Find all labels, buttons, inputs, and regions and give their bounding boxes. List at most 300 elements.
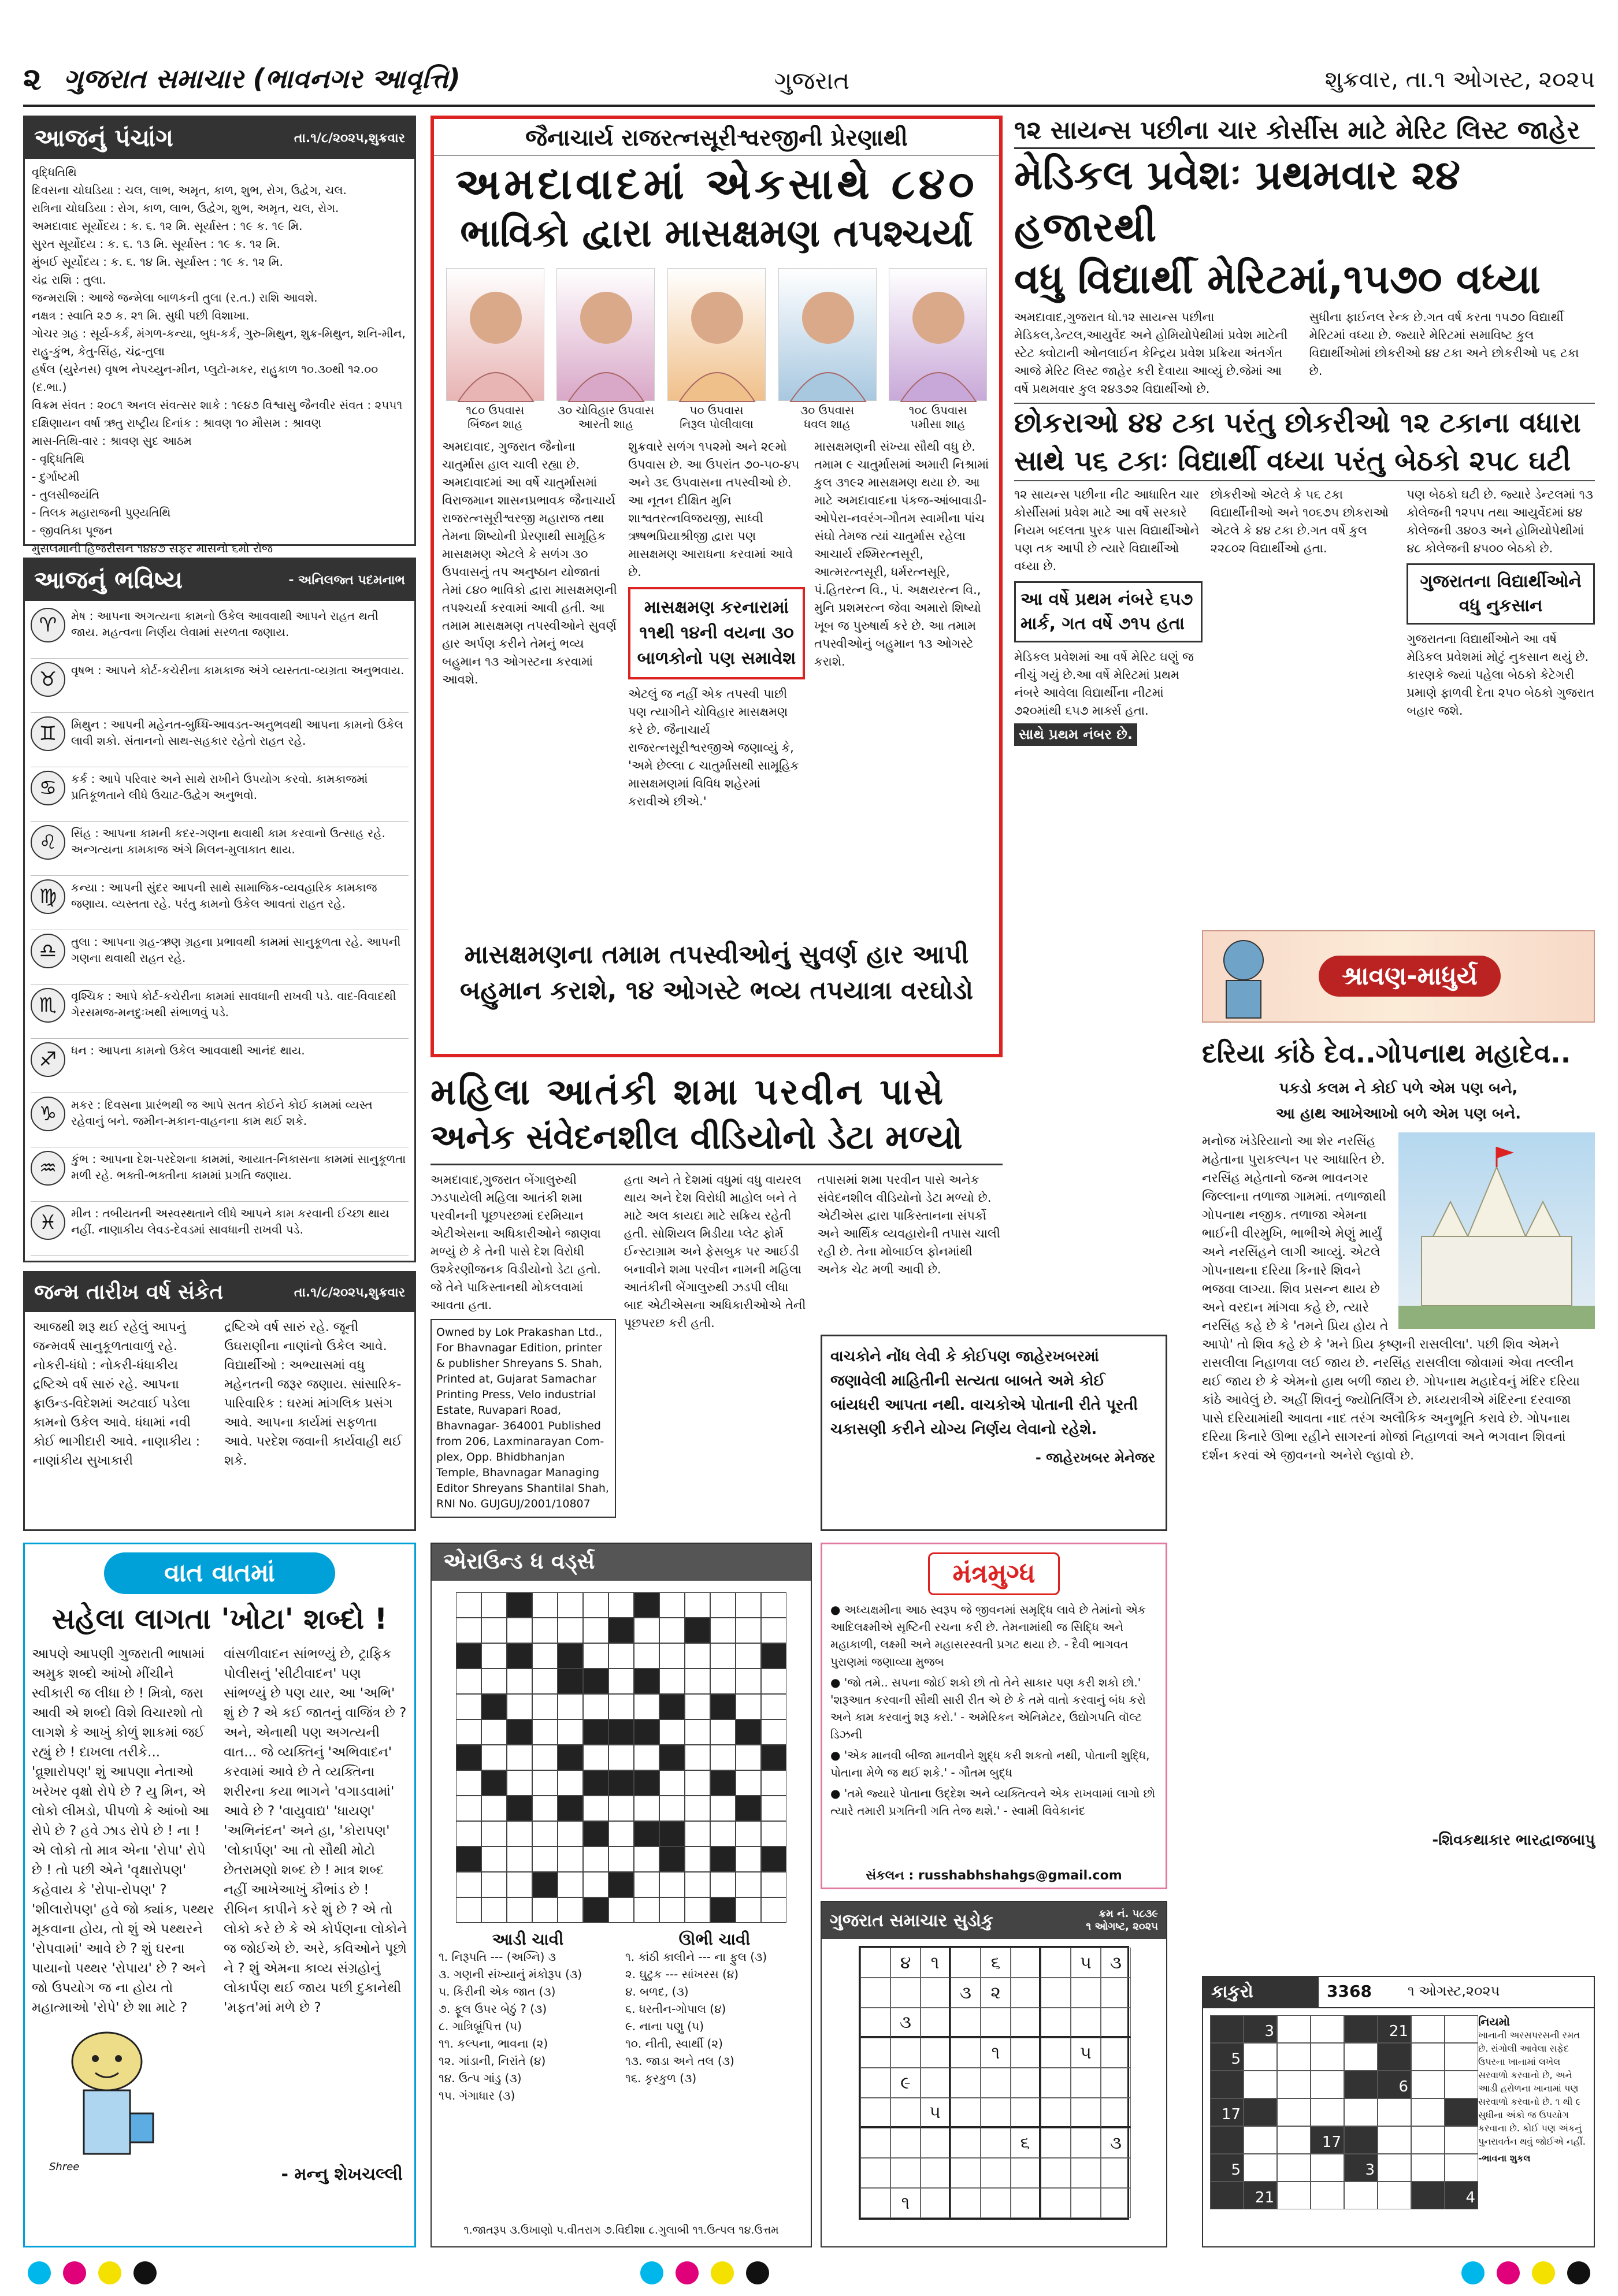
sudoku-cell[interactable] xyxy=(1071,2158,1101,2188)
horoscope-row xyxy=(31,767,409,822)
kakuro-entry-cell[interactable] xyxy=(1445,2126,1478,2154)
sudoku-cell[interactable] xyxy=(1101,2008,1131,2038)
sudoku-cell[interactable] xyxy=(921,2158,951,2188)
crossword-cell[interactable] xyxy=(634,1592,659,1618)
sudoku-cell[interactable]: ૩ xyxy=(890,2008,921,2038)
crossword-cell[interactable] xyxy=(659,1872,685,1897)
crossword-cell[interactable] xyxy=(634,1745,659,1770)
kakuro-entry-cell[interactable] xyxy=(1445,2043,1478,2071)
crossword-cell[interactable] xyxy=(558,1643,583,1669)
kakuro-entry-cell[interactable] xyxy=(1378,2182,1411,2209)
crossword-cell[interactable] xyxy=(532,1796,558,1821)
crossword-cell[interactable] xyxy=(507,1694,532,1719)
crossword-cell[interactable] xyxy=(685,1897,710,1923)
sudoku-cell[interactable]: ૩ xyxy=(951,1978,981,2008)
sudoku-cell[interactable] xyxy=(860,2098,890,2128)
crossword-cell[interactable] xyxy=(761,1694,786,1719)
crossword-cell[interactable] xyxy=(608,1694,634,1719)
crossword-cell[interactable] xyxy=(761,1796,786,1821)
crossword-cell[interactable] xyxy=(659,1719,685,1745)
crossword-cell[interactable] xyxy=(761,1643,786,1669)
sudoku-cell[interactable] xyxy=(951,2128,981,2158)
sudoku-cell[interactable] xyxy=(981,2068,1011,2098)
crossword-cell[interactable] xyxy=(558,1897,583,1923)
sudoku-cell[interactable]: ૧ xyxy=(981,2038,1011,2068)
crossword-cell[interactable] xyxy=(507,1745,532,1770)
sudoku-cell[interactable]: ૬ xyxy=(981,1948,1011,1978)
sudoku-cell[interactable]: ૫ xyxy=(1071,1948,1101,1978)
crossword-cell[interactable] xyxy=(685,1694,710,1719)
crossword-cell[interactable] xyxy=(634,1821,659,1847)
crossword-cell[interactable] xyxy=(583,1821,608,1847)
crossword-cell[interactable] xyxy=(736,1872,761,1897)
crossword-cell[interactable] xyxy=(558,1592,583,1618)
sudoku-cell[interactable] xyxy=(1011,1978,1041,2008)
crossword-cell[interactable] xyxy=(659,1669,685,1694)
crossword-cell[interactable] xyxy=(710,1694,736,1719)
sudoku-cell[interactable] xyxy=(1011,2068,1041,2098)
kakuro-clue-cell: 17 xyxy=(1210,2098,1244,2126)
crossword-cell[interactable] xyxy=(608,1669,634,1694)
kakuro-entry-cell[interactable] xyxy=(1244,2043,1277,2071)
kakuro-entry-cell[interactable] xyxy=(1344,2098,1378,2126)
crossword-cell[interactable] xyxy=(507,1821,532,1847)
shiva-icon xyxy=(1209,934,1278,1021)
shravan-verse-2: આ હાથ આખેઆખો બળે એમ પણ બને. xyxy=(1275,1105,1521,1123)
sudoku-cell[interactable]: ૫ xyxy=(921,2098,951,2128)
crossword-cell[interactable] xyxy=(659,1592,685,1618)
sudoku-cell[interactable]: ૧ xyxy=(921,1948,951,1978)
horoscope-row xyxy=(31,659,409,713)
sudoku-cell[interactable] xyxy=(981,2008,1011,2038)
crossword-cell[interactable] xyxy=(761,1770,786,1796)
crossword-cell[interactable] xyxy=(558,1872,583,1897)
kakuro-entry-cell[interactable] xyxy=(1411,2043,1445,2071)
kakuro-entry-cell[interactable] xyxy=(1277,2043,1311,2071)
jain-box-line-1: માસક્ષમણ કરનારામાં xyxy=(644,597,789,618)
portrait-silhouette xyxy=(779,269,877,402)
crossword-cell[interactable] xyxy=(583,1669,608,1694)
kakuro-entry-cell[interactable] xyxy=(1277,2015,1311,2043)
sudoku-cell[interactable] xyxy=(860,2068,890,2098)
crossword-cell[interactable] xyxy=(481,1694,507,1719)
sudoku-cell[interactable] xyxy=(1011,1948,1041,1978)
sudoku-cell[interactable]: ૪ xyxy=(890,1948,921,1978)
crossword-cell[interactable] xyxy=(558,1618,583,1643)
sudoku-cell[interactable] xyxy=(1011,2038,1041,2068)
crossword-cell[interactable] xyxy=(685,1719,710,1745)
crossword-cell[interactable] xyxy=(659,1897,685,1923)
zodiac-icon: ♎ xyxy=(31,934,65,968)
crossword-cell[interactable] xyxy=(659,1694,685,1719)
crossword-cell[interactable] xyxy=(608,1618,634,1643)
crossword-cell[interactable] xyxy=(685,1770,710,1796)
crossword-cell[interactable] xyxy=(761,1872,786,1897)
crossword-cell[interactable] xyxy=(659,1643,685,1669)
kakuro-entry-cell[interactable] xyxy=(1311,2015,1344,2043)
sudoku-cell[interactable] xyxy=(1041,2008,1071,2038)
shravan-body: મનોજ ખંડેરિયાનો આ શેર નરસિંહ મહેતાના પુરાકલ્પન પર આધારિત છે. નરસિંહ મહેતાનો જન્મ ભાવનગર જિલ્લાના તળાજા ગામમાં. તળાજાથી ગોપનાથ નજીક. તળાજા એમના ભાઈની વીરમુખિ, ભાભીએ મેણું માર્યું અને નરસિંહને લાગી આવ્યું. એટલે ગોપનાથના દરિયા કિનારે શિવને ભજવા લાગ્યા. શિવ પ્રસન્ન થાય છે અને વરદાન માંગવા કહે છે, ત્યારે નરસિંહ કહે છે કે 'તમને પ્રિય હોય તે આપો' તો શિવ કહે છે કે 'મને પ્રિય કૃષ્ણની રાસલીલા'. પછી શિવ એમને રાસલીલા નિહાળવા લઈ જાય છે. નરસિંહ રાસલીલા જોવામાં એવા તલ્લીન થઈ જાય છે કે એમનો હાથ બળી જાય છે. ગોપનાથ મહાદેવનું મંદિર દરિયા કાંઠે આવેલું છે. અહીં શિવનું જ્યોતિર્લિંગ છે. મધ્યરાત્રીએ મંદિરના દરવાજા પાસે દરિયામાંથી આવતા નાદ તરંગ અલૌકિક અનુભૂતિ કરાવે છે. ગોપનાથ દરિયા કિનારે ઊભા રહીને સાગરનાં મોજાં નિહાળવાં અને ભગવાન શિવનાં દર્શન કરવાં એ જીવનનો અનેરો લ્હાવો છે. xyxy=(1202,1134,1580,1463)
crossword-cell[interactable] xyxy=(710,1821,736,1847)
crossword-cell[interactable] xyxy=(456,1745,481,1770)
crossword-cell[interactable] xyxy=(634,1872,659,1897)
sudoku-cell[interactable] xyxy=(1071,2098,1101,2128)
crossword-cell[interactable] xyxy=(532,1618,558,1643)
crossword-cell[interactable] xyxy=(456,1592,481,1618)
crossword-cell[interactable] xyxy=(736,1897,761,1923)
crossword-cell[interactable] xyxy=(481,1643,507,1669)
kakuro-entry-cell[interactable] xyxy=(1445,2015,1478,2043)
crossword-cell[interactable] xyxy=(736,1643,761,1669)
kakuro-clue-cell: 3 xyxy=(1244,2015,1277,2043)
crossword-cell[interactable] xyxy=(456,1719,481,1745)
crossword-cell[interactable] xyxy=(761,1745,786,1770)
crossword-cell[interactable] xyxy=(710,1796,736,1821)
kakuro-entry-cell[interactable] xyxy=(1411,2126,1445,2154)
crossword-cell[interactable] xyxy=(710,1618,736,1643)
crossword-cell[interactable] xyxy=(608,1643,634,1669)
horoscope-text: ધન : આપના કામનો ઉકેલ આવવાથી આનંદ થાય. xyxy=(71,1043,305,1057)
sudoku-cell[interactable] xyxy=(890,1978,921,2008)
crossword-cell[interactable] xyxy=(608,1821,634,1847)
crossword-cell[interactable] xyxy=(558,1770,583,1796)
crossword-cell[interactable] xyxy=(685,1821,710,1847)
crossword-cell[interactable] xyxy=(456,1643,481,1669)
crossword-cell[interactable] xyxy=(761,1592,786,1618)
crossword-cell[interactable] xyxy=(456,1796,481,1821)
crossword-cell[interactable] xyxy=(532,1897,558,1923)
crossword-cell[interactable] xyxy=(634,1669,659,1694)
notice-text: વાચકોને નોંધ લેવી કે કોઈપણ જાહેરખબરમાં જણાવેલી માહિતીની સત્યતા બાબતે અમે કોઈ બાંયધરી આપતા નથી. વાચકોએ પોતાની રીતે પૂરતી ચકાસણી કરીને યોગ્ય નિર્ણય લેવાનો રહેશે. xyxy=(830,1348,1138,1438)
sudoku-cell[interactable] xyxy=(860,2128,890,2158)
birth-year-title: જન્મ તારીખ વર્ષ સંકેત xyxy=(34,1280,224,1304)
sudoku-cell[interactable] xyxy=(860,2158,890,2188)
crossword-cell[interactable] xyxy=(736,1719,761,1745)
sudoku-cell[interactable] xyxy=(1101,2068,1131,2098)
kakuro-entry-cell[interactable] xyxy=(1277,2126,1311,2154)
sudoku-cell[interactable] xyxy=(890,2098,921,2128)
crossword-cell[interactable] xyxy=(634,1694,659,1719)
crossword-cell[interactable] xyxy=(634,1770,659,1796)
crossword-cell[interactable] xyxy=(481,1719,507,1745)
crossword-cell[interactable] xyxy=(710,1643,736,1669)
sudoku-cell[interactable]: ૩ xyxy=(1101,2128,1131,2158)
crossword-cell[interactable] xyxy=(532,1669,558,1694)
sudoku-cell[interactable] xyxy=(1101,2158,1131,2188)
crossword-cell[interactable] xyxy=(532,1719,558,1745)
crossword-cell[interactable] xyxy=(532,1592,558,1618)
crossword-cell[interactable] xyxy=(481,1592,507,1618)
crossword-cell[interactable] xyxy=(456,1694,481,1719)
crossword-cell[interactable] xyxy=(634,1618,659,1643)
crossword-cell[interactable] xyxy=(481,1770,507,1796)
kakuro-entry-cell[interactable] xyxy=(1411,2154,1445,2182)
crossword-cell[interactable] xyxy=(761,1897,786,1923)
crossword-cell[interactable] xyxy=(583,1592,608,1618)
crossword-cell[interactable] xyxy=(583,1770,608,1796)
kakuro-entry-cell[interactable] xyxy=(1277,2182,1311,2209)
sudoku-cell[interactable]: ૫ xyxy=(1071,2038,1101,2068)
sudoku-cell[interactable] xyxy=(1101,2188,1131,2218)
crossword-cell[interactable] xyxy=(456,1821,481,1847)
sudoku-cell[interactable] xyxy=(860,2008,890,2038)
kakuro-entry-cell[interactable] xyxy=(1411,2098,1445,2126)
crossword-cell[interactable] xyxy=(481,1847,507,1872)
sudoku-cell[interactable] xyxy=(1041,2068,1071,2098)
crossword-cell[interactable] xyxy=(659,1821,685,1847)
crossword-cell[interactable] xyxy=(685,1643,710,1669)
sudoku-cell[interactable] xyxy=(890,2038,921,2068)
yellow-dot-2 xyxy=(711,2261,734,2284)
crossword-cell[interactable] xyxy=(507,1897,532,1923)
crossword-cell[interactable] xyxy=(583,1643,608,1669)
crossword-cell[interactable] xyxy=(532,1821,558,1847)
crossword-cell[interactable] xyxy=(634,1643,659,1669)
crossword-cell[interactable] xyxy=(736,1821,761,1847)
sudoku-cell[interactable]: ૯ xyxy=(890,2068,921,2098)
crossword-cell[interactable] xyxy=(558,1719,583,1745)
sudoku-cell[interactable] xyxy=(951,2038,981,2068)
sudoku-cell[interactable] xyxy=(860,2188,890,2218)
crossword-cell[interactable] xyxy=(507,1796,532,1821)
crossword-cell[interactable] xyxy=(532,1847,558,1872)
kakuro-entry-cell[interactable] xyxy=(1244,2126,1277,2154)
crossword-cell[interactable] xyxy=(736,1592,761,1618)
crossword-cell[interactable] xyxy=(583,1745,608,1770)
sudoku-cell[interactable] xyxy=(1041,1978,1071,2008)
kakuro-entry-cell[interactable] xyxy=(1277,2154,1311,2182)
sudoku-cell[interactable] xyxy=(951,2098,981,2128)
kakuro-entry-cell[interactable] xyxy=(1344,2043,1378,2071)
crossword-cell[interactable] xyxy=(507,1618,532,1643)
kakuro-entry-cell[interactable] xyxy=(1277,2071,1311,2098)
sudoku-cell[interactable] xyxy=(890,2158,921,2188)
sudoku-cell[interactable] xyxy=(1011,2188,1041,2218)
crossword-cell[interactable] xyxy=(685,1618,710,1643)
crossword-cell[interactable] xyxy=(507,1847,532,1872)
kakuro-entry-cell[interactable] xyxy=(1277,2098,1311,2126)
crossword-cell[interactable] xyxy=(685,1745,710,1770)
sudoku-cell[interactable] xyxy=(1101,1978,1131,2008)
crossword-cell[interactable] xyxy=(481,1897,507,1923)
crossword-cell[interactable] xyxy=(736,1745,761,1770)
sudoku-cell[interactable] xyxy=(951,1948,981,1978)
sudoku-cell[interactable] xyxy=(860,1948,890,1978)
kakuro-entry-cell[interactable] xyxy=(1311,2182,1344,2209)
crossword-cell[interactable] xyxy=(634,1847,659,1872)
crossword-cell[interactable] xyxy=(659,1618,685,1643)
crossword-cell[interactable] xyxy=(507,1719,532,1745)
crossword-cell[interactable] xyxy=(608,1592,634,1618)
kakuro-entry-cell[interactable] xyxy=(1344,2182,1378,2209)
crossword-cell[interactable] xyxy=(761,1847,786,1872)
sudoku-cell[interactable] xyxy=(860,2038,890,2068)
crossword-cell[interactable] xyxy=(736,1796,761,1821)
crossword-cell[interactable] xyxy=(583,1796,608,1821)
crossword-cell[interactable] xyxy=(710,1770,736,1796)
crossword-cell[interactable] xyxy=(608,1770,634,1796)
sudoku-cell[interactable] xyxy=(921,2068,951,2098)
sudoku-cell[interactable] xyxy=(1071,2188,1101,2218)
sudoku-cell[interactable] xyxy=(921,2188,951,2218)
kakuro-entry-cell[interactable] xyxy=(1445,2071,1478,2098)
crossword-cell[interactable] xyxy=(736,1847,761,1872)
crossword-cell[interactable] xyxy=(685,1847,710,1872)
crossword-cell[interactable] xyxy=(761,1669,786,1694)
crossword-cell[interactable] xyxy=(583,1897,608,1923)
crossword-cell[interactable] xyxy=(710,1872,736,1897)
crossword-cell[interactable] xyxy=(532,1770,558,1796)
crossword-cell[interactable] xyxy=(710,1897,736,1923)
crossword-cell[interactable] xyxy=(634,1719,659,1745)
crossword-cell[interactable] xyxy=(558,1669,583,1694)
crossword-cell[interactable] xyxy=(481,1618,507,1643)
crossword-cell[interactable] xyxy=(659,1796,685,1821)
sudoku-cell[interactable] xyxy=(1101,2098,1131,2128)
sudoku-cell[interactable] xyxy=(921,2008,951,2038)
sudoku-cell[interactable] xyxy=(1041,2098,1071,2128)
crossword-cell[interactable] xyxy=(736,1669,761,1694)
kakuro-entry-cell[interactable] xyxy=(1311,2098,1344,2126)
kakuro-entry-cell[interactable] xyxy=(1411,2071,1445,2098)
crossword-cell[interactable] xyxy=(761,1618,786,1643)
sudoku-cell[interactable] xyxy=(1011,2008,1041,2038)
crossword-cell[interactable] xyxy=(761,1821,786,1847)
sudoku-cell[interactable] xyxy=(1041,2128,1071,2158)
sudoku-cell[interactable] xyxy=(1071,1978,1101,2008)
crossword-cell[interactable] xyxy=(583,1694,608,1719)
crossword-cell[interactable] xyxy=(761,1719,786,1745)
sudoku-cell[interactable] xyxy=(1041,2158,1071,2188)
crossword-cell[interactable] xyxy=(583,1847,608,1872)
crossword-cell[interactable] xyxy=(583,1872,608,1897)
crossword-cell[interactable] xyxy=(558,1745,583,1770)
crossword-cell[interactable] xyxy=(583,1719,608,1745)
crossword-cell[interactable] xyxy=(507,1669,532,1694)
crossword-cell[interactable] xyxy=(608,1719,634,1745)
sudoku-cell[interactable] xyxy=(951,2158,981,2188)
crossword-cell[interactable] xyxy=(481,1745,507,1770)
crossword-cell[interactable] xyxy=(456,1770,481,1796)
crossword-cell[interactable] xyxy=(532,1643,558,1669)
kakuro-entry-cell[interactable] xyxy=(1411,2015,1445,2043)
crossword-cell[interactable] xyxy=(710,1847,736,1872)
sudoku-cell[interactable] xyxy=(981,2128,1011,2158)
crossword-cell[interactable] xyxy=(685,1592,710,1618)
kakuro-entry-cell[interactable] xyxy=(1445,2154,1478,2182)
crossword-cell[interactable] xyxy=(583,1618,608,1643)
crossword-cell[interactable] xyxy=(659,1770,685,1796)
crossword-cell[interactable] xyxy=(659,1847,685,1872)
crossword-cell[interactable] xyxy=(685,1796,710,1821)
crossword-cell[interactable] xyxy=(710,1719,736,1745)
crossword-cell[interactable] xyxy=(736,1618,761,1643)
kakuro-entry-cell[interactable] xyxy=(1378,2154,1411,2182)
sudoku-cell[interactable] xyxy=(1011,2158,1041,2188)
crossword-cell[interactable] xyxy=(558,1821,583,1847)
sudoku-cell[interactable]: ૨ xyxy=(981,1978,1011,2008)
crossword-cell[interactable] xyxy=(507,1770,532,1796)
sudoku-date: ૧ ઓગષ્ટ, ૨૦૨૫ xyxy=(1086,1920,1158,1933)
crossword-cell[interactable] xyxy=(685,1872,710,1897)
sudoku-cell[interactable] xyxy=(1011,2098,1041,2128)
crossword-cell[interactable] xyxy=(608,1745,634,1770)
crossword-cell[interactable] xyxy=(608,1796,634,1821)
sudoku-cell[interactable] xyxy=(951,2008,981,2038)
crossword-cell[interactable] xyxy=(481,1669,507,1694)
crossword-cell[interactable] xyxy=(558,1796,583,1821)
sudoku-cell[interactable] xyxy=(951,2188,981,2218)
kakuro-entry-cell[interactable] xyxy=(1244,2071,1277,2098)
crossword-cell[interactable] xyxy=(481,1872,507,1897)
crossword-cell[interactable] xyxy=(481,1796,507,1821)
sudoku-cell[interactable] xyxy=(1041,2038,1071,2068)
sudoku-cell[interactable] xyxy=(1071,2068,1101,2098)
crossword-cell[interactable] xyxy=(736,1694,761,1719)
sudoku-cell[interactable] xyxy=(921,2038,951,2068)
crossword-cell[interactable] xyxy=(456,1872,481,1897)
crossword-cell[interactable] xyxy=(456,1847,481,1872)
crossword-cell[interactable] xyxy=(456,1669,481,1694)
sudoku-cell[interactable] xyxy=(981,2188,1011,2218)
crossword-cell[interactable] xyxy=(608,1897,634,1923)
crossword-cell[interactable] xyxy=(710,1745,736,1770)
sudoku-cell[interactable] xyxy=(921,1978,951,2008)
sudoku-cell[interactable] xyxy=(1071,2008,1101,2038)
crossword-cell[interactable] xyxy=(710,1669,736,1694)
sudoku-cell[interactable]: ૬ xyxy=(1011,2128,1041,2158)
crossword-cell[interactable] xyxy=(481,1821,507,1847)
crossword-cell[interactable] xyxy=(634,1897,659,1923)
crossword-cell[interactable] xyxy=(608,1872,634,1897)
sudoku-cell[interactable] xyxy=(860,1978,890,2008)
sudoku-cell[interactable] xyxy=(1041,1948,1071,1978)
sudoku-cell[interactable] xyxy=(1101,2038,1131,2068)
crossword-cell[interactable] xyxy=(456,1897,481,1923)
kakuro-entry-cell[interactable] xyxy=(1244,2154,1277,2182)
crossword-cell[interactable] xyxy=(685,1669,710,1694)
crossword-cell[interactable] xyxy=(736,1770,761,1796)
kakuro-entry-cell[interactable] xyxy=(1311,2043,1344,2071)
crossword-cell[interactable] xyxy=(507,1643,532,1669)
kakuro-entry-cell[interactable] xyxy=(1378,2126,1411,2154)
sudoku-cell[interactable] xyxy=(981,2158,1011,2188)
crossword-cell[interactable] xyxy=(659,1745,685,1770)
crossword-cell[interactable] xyxy=(532,1872,558,1897)
sudoku-cell[interactable] xyxy=(1071,2128,1101,2158)
sudoku-cell[interactable] xyxy=(921,2128,951,2158)
sudoku-cell[interactable] xyxy=(1041,2188,1071,2218)
kakuro-entry-cell[interactable] xyxy=(1311,2154,1344,2182)
crossword-cell[interactable] xyxy=(456,1618,481,1643)
crossword-cell[interactable] xyxy=(507,1592,532,1618)
crossword-cell[interactable] xyxy=(532,1745,558,1770)
sudoku-cell[interactable]: ૧ xyxy=(890,2188,921,2218)
sudoku-cell[interactable] xyxy=(981,2098,1011,2128)
sudoku-cell[interactable] xyxy=(951,2068,981,2098)
crossword-cell[interactable] xyxy=(608,1847,634,1872)
crossword-cell[interactable] xyxy=(710,1592,736,1618)
crossword-cell[interactable] xyxy=(558,1847,583,1872)
crossword-cell[interactable] xyxy=(532,1694,558,1719)
crossword-cell[interactable] xyxy=(507,1872,532,1897)
sudoku-cell[interactable] xyxy=(890,2128,921,2158)
crossword-cell[interactable] xyxy=(558,1694,583,1719)
kakuro-entry-cell[interactable] xyxy=(1378,2098,1411,2126)
sudoku-cell[interactable]: ૩ xyxy=(1101,1948,1131,1978)
crossword-cell[interactable] xyxy=(634,1796,659,1821)
kakuro-entry-cell[interactable] xyxy=(1311,2071,1344,2098)
